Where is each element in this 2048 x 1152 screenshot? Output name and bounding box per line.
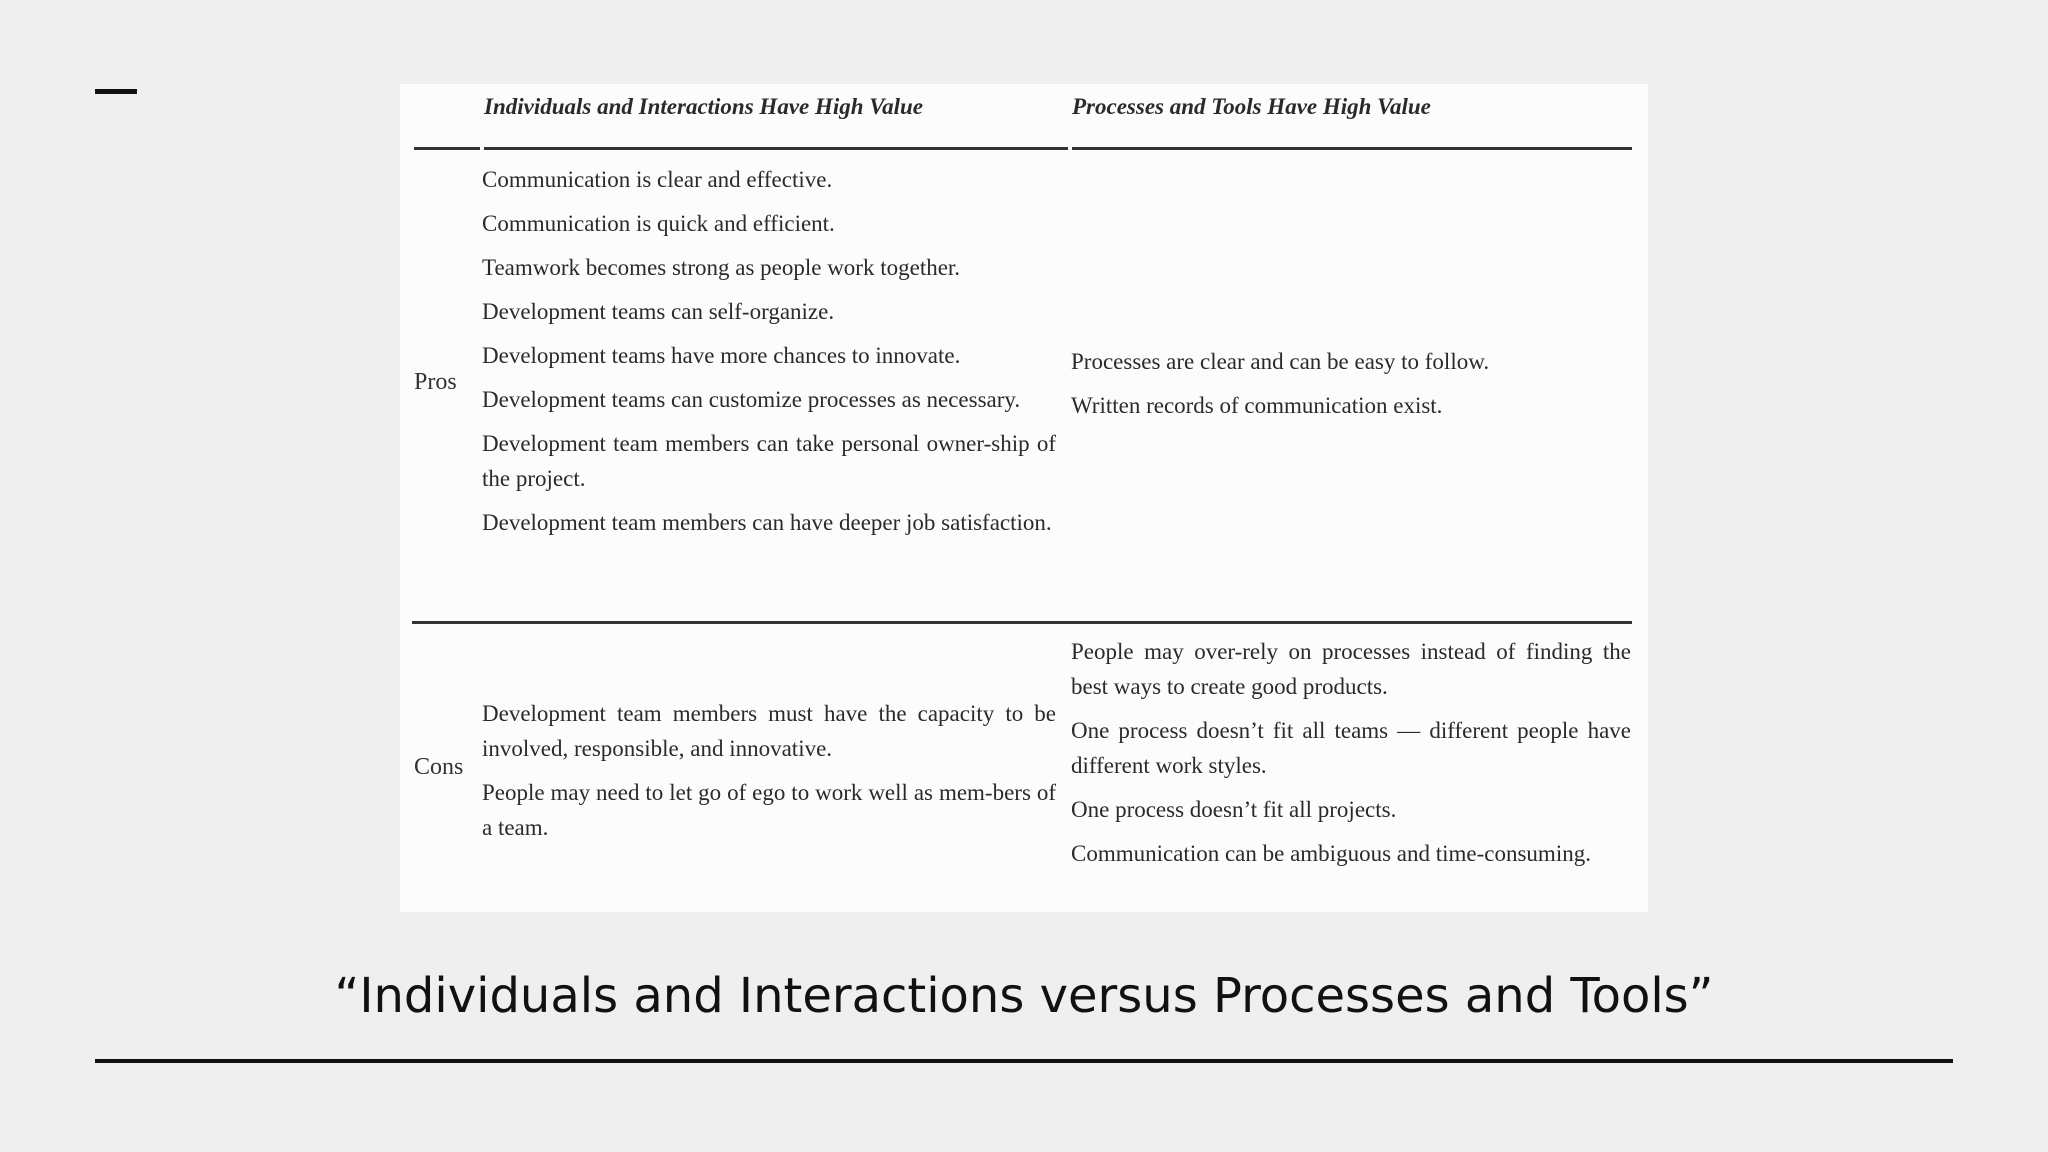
list-item: Processes are clear and can be easy to follow.: [1071, 349, 1490, 374]
list-item: Communication is clear and effective.: [482, 167, 833, 192]
comparison-table-image: [400, 84, 1648, 912]
cons-processes-list: [1071, 634, 1631, 880]
header-rule-label: [414, 147, 480, 150]
list-item: One process doesn’t fit all projects.: [1071, 797, 1397, 822]
list-item: Development teams can self-organize.: [482, 299, 835, 324]
list-item: Communication is quick and efficient.: [482, 211, 835, 236]
list-item: People may need to let go of ego to work well as mem-bers of a team.: [482, 780, 1056, 840]
list-item: Written records of communication exist.: [1071, 393, 1443, 418]
pros-individuals-list: [482, 162, 1056, 549]
list-item: Teamwork becomes strong as people work together.: [482, 255, 961, 280]
list-item: One process doesn’t fit all teams — different people have different work styles.: [1071, 718, 1631, 778]
list-item: Development team members can have deeper job satisfaction.: [482, 510, 1052, 535]
list-item: Communication can be ambiguous and time-consuming.: [1071, 841, 1591, 866]
list-item: Development teams have more chances to innovate.: [482, 343, 961, 368]
header-rule-processes: [1072, 147, 1632, 150]
list-item: Development team members must have the capacity to be involved, responsible, and innovative.: [482, 701, 1056, 761]
header-rule-individuals: [484, 147, 1068, 150]
cons-individuals-list: [482, 696, 1056, 854]
slide-caption: “Individuals and Interactions versus Processes and Tools”: [334, 968, 1714, 1024]
header-individuals: Individuals and Interactions Have High Value: [484, 94, 923, 119]
row-label-pros: Pros: [414, 369, 457, 395]
caption-underline: [95, 1059, 1953, 1063]
pros-processes-list: [1071, 344, 1631, 432]
list-item: People may over-rely on processes instead of finding the best ways to create good products.: [1071, 639, 1631, 699]
accent-dash: [95, 89, 137, 94]
row-divider: [412, 621, 1632, 624]
list-item: Development teams can customize processes as necessary.: [482, 387, 1021, 412]
list-item: Development team members can take personal owner-ship of the project.: [482, 431, 1056, 491]
row-label-cons: Cons: [414, 754, 464, 780]
header-processes: Processes and Tools Have High Value: [1072, 94, 1431, 119]
